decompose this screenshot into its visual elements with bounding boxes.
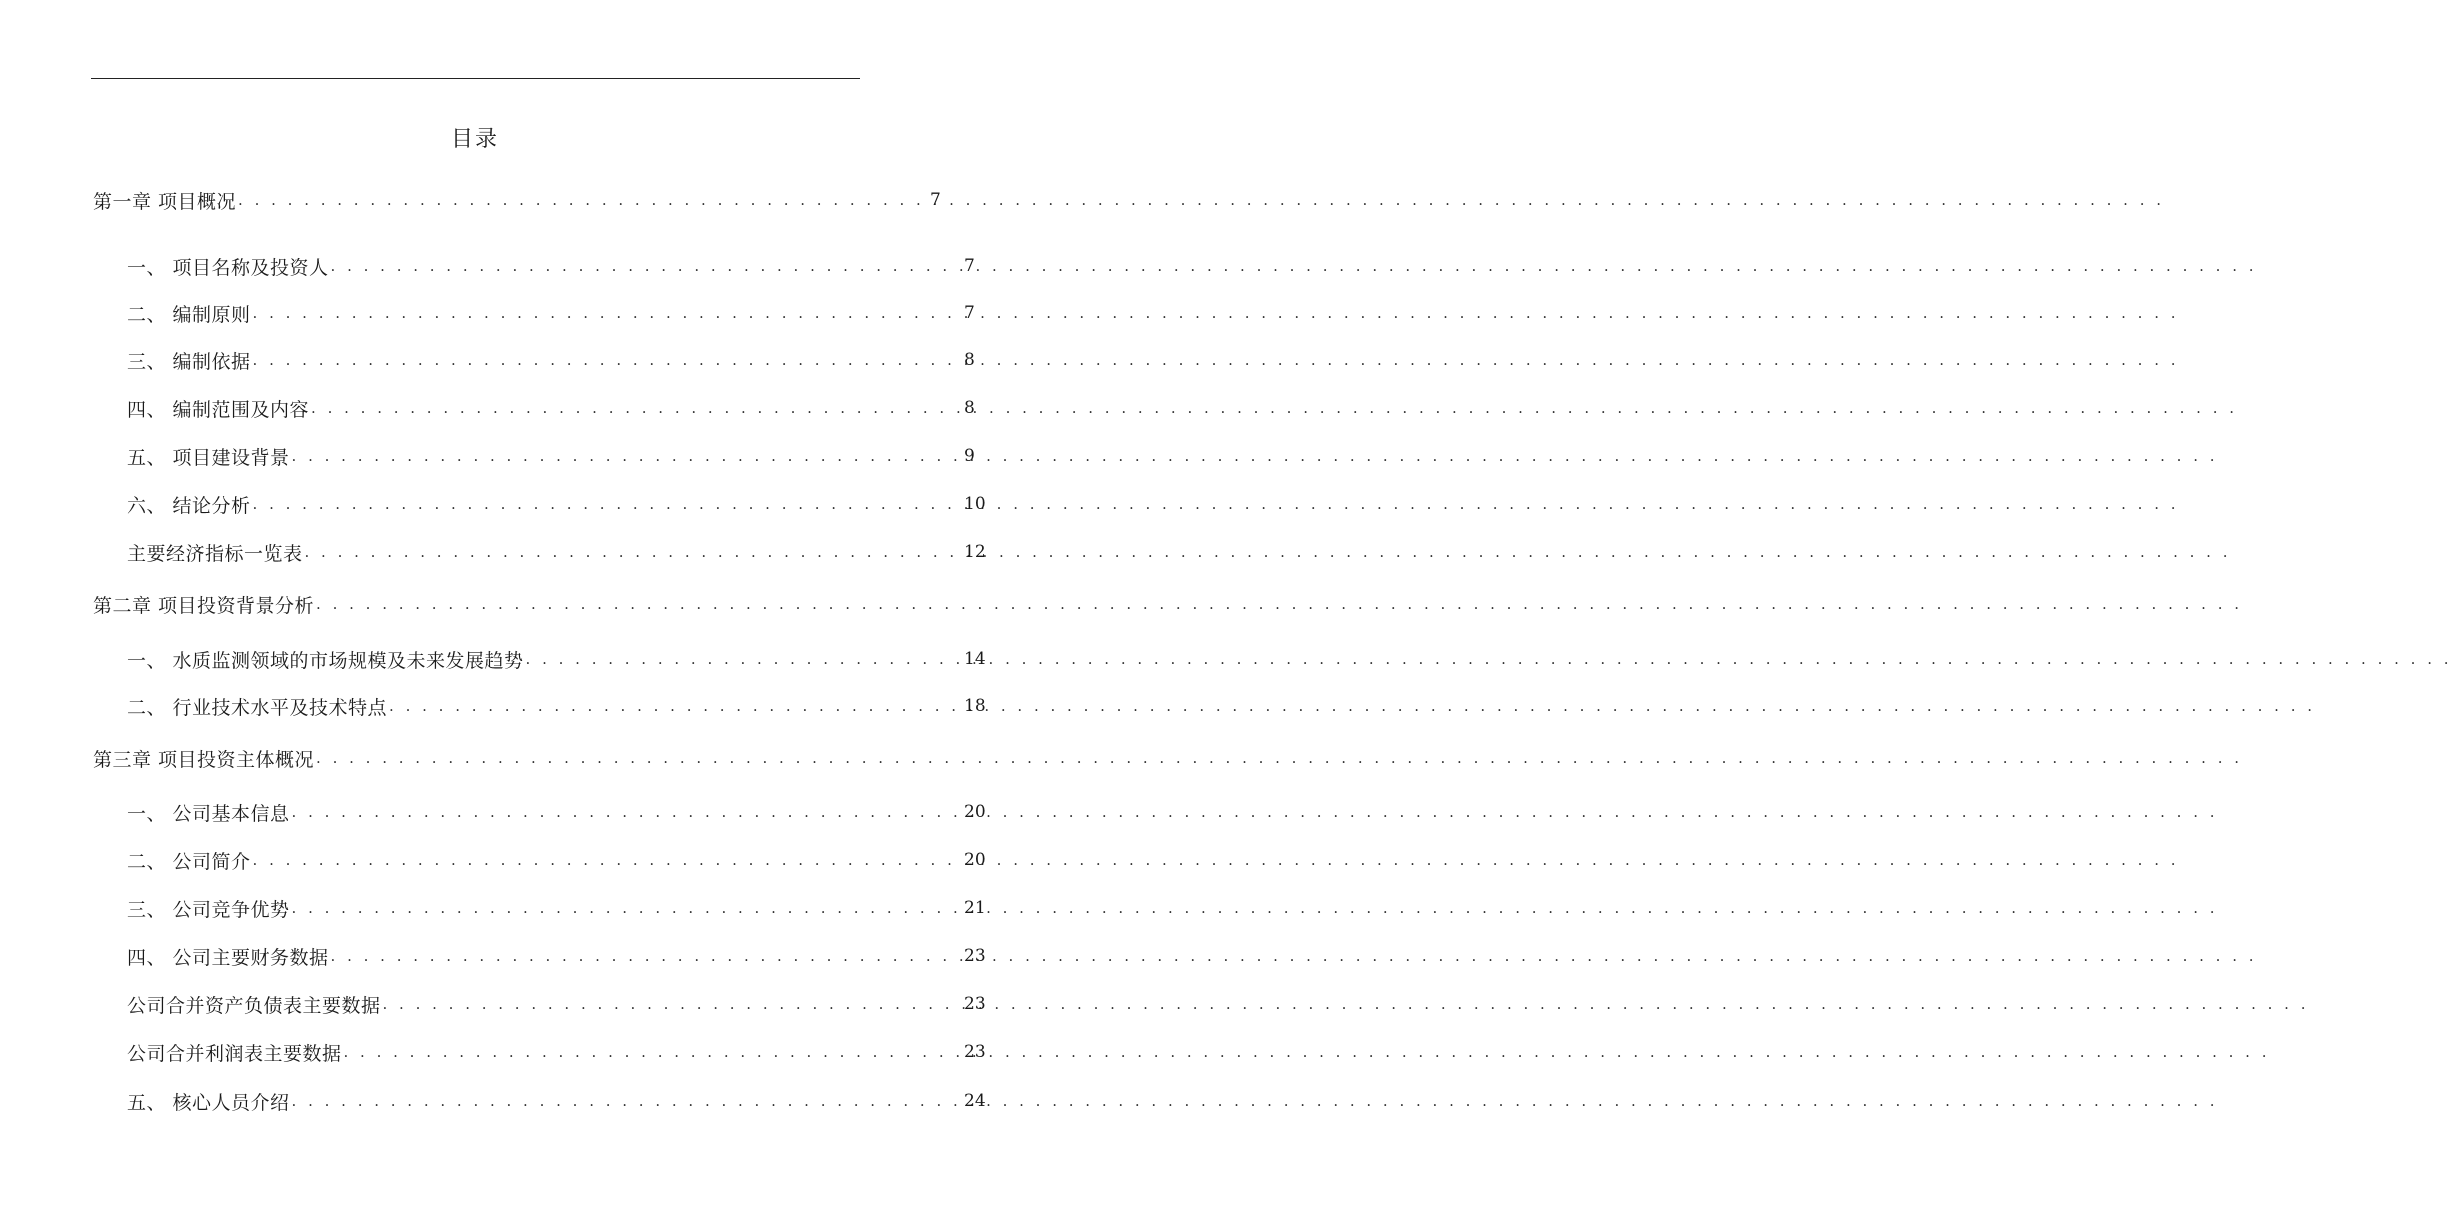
toc-entry-label: 一、 项目名称及投资人 bbox=[127, 256, 329, 279]
toc-entry-label: 第二章 项目投资背景分析 bbox=[93, 594, 315, 617]
toc-entry[interactable] bbox=[127, 251, 975, 281]
toc-leader-dots bbox=[253, 489, 950, 519]
toc-leader-dots bbox=[292, 1086, 950, 1116]
toc-leader-dots bbox=[331, 251, 950, 281]
toc-entry-page: 7 bbox=[930, 190, 941, 210]
toc-title: 目录 bbox=[450, 127, 499, 152]
toc-entry-label: 三、 编制依据 bbox=[127, 350, 251, 373]
toc-entry-page: 14 bbox=[964, 649, 986, 669]
toc-entry-label: 第三章 项目投资主体概况 bbox=[93, 748, 315, 771]
toc-entry-page: 18 bbox=[964, 696, 986, 716]
toc-entry[interactable] bbox=[127, 1037, 986, 1067]
toc-entry[interactable] bbox=[127, 298, 975, 328]
toc-entry-label: 一、 水质监测领域的市场规模及未来发展趋势 bbox=[127, 649, 524, 672]
toc-leader-dots bbox=[253, 845, 950, 875]
toc-entry-label: 四、 公司主要财务数据 bbox=[127, 946, 329, 969]
toc-entry-label: 二、 公司简介 bbox=[127, 850, 251, 873]
toc-entry-label: 一、 公司基本信息 bbox=[127, 802, 290, 825]
toc-entry-label: 五、 项目建设背景 bbox=[127, 446, 290, 469]
toc-entry-label: 公司合并资产负债表主要数据 bbox=[127, 994, 381, 1017]
toc-entry[interactable] bbox=[93, 185, 950, 215]
toc-leader-dots bbox=[344, 1037, 950, 1067]
toc-entry-page: 23 bbox=[964, 1042, 986, 1062]
toc-leader-dots bbox=[292, 797, 950, 827]
toc-entry[interactable] bbox=[127, 691, 986, 721]
toc-entry[interactable] bbox=[127, 441, 975, 471]
toc-entry-page: 24 bbox=[964, 1091, 986, 1111]
toc-entry-page: 12 bbox=[964, 542, 986, 562]
toc-entry[interactable] bbox=[127, 644, 986, 674]
toc-entry-page: 23 bbox=[964, 946, 986, 966]
toc-entry-label: 四、 编制范围及内容 bbox=[127, 398, 310, 421]
toc-entry[interactable] bbox=[127, 845, 986, 875]
toc-entry[interactable] bbox=[127, 797, 986, 827]
toc-entry-page: 7 bbox=[964, 256, 975, 276]
toc-leader-dots bbox=[316, 589, 950, 619]
toc-leader-dots bbox=[253, 298, 950, 328]
toc-entry-page: 20 bbox=[964, 802, 986, 822]
toc-leader-dots bbox=[253, 345, 950, 375]
toc-entry-label: 二、 行业技术水平及技术特点 bbox=[127, 696, 388, 719]
toc-entry-page: 9 bbox=[964, 446, 975, 466]
toc-leader-dots bbox=[305, 537, 950, 567]
toc-leader-dots bbox=[389, 691, 950, 721]
toc-leader-dots bbox=[311, 393, 950, 423]
toc-entry[interactable] bbox=[127, 489, 986, 519]
toc-entry-label: 公司合并利润表主要数据 bbox=[127, 1042, 342, 1065]
toc-entry-page: 8 bbox=[964, 398, 975, 418]
toc-entry-label: 第一章 项目概况 bbox=[93, 190, 237, 213]
toc-entry[interactable] bbox=[127, 393, 975, 423]
toc-entry-label: 主要经济指标一览表 bbox=[127, 542, 303, 565]
toc-leader-dots bbox=[331, 941, 950, 971]
toc-entry[interactable] bbox=[93, 743, 950, 773]
toc-entry[interactable] bbox=[127, 893, 986, 923]
toc-entry-page: 20 bbox=[964, 850, 986, 870]
toc-entry-label: 五、 核心人员介绍 bbox=[127, 1091, 290, 1114]
toc-entry[interactable] bbox=[127, 1086, 986, 1116]
toc-entry-page: 8 bbox=[964, 350, 975, 370]
toc-entry-page: 21 bbox=[964, 898, 986, 918]
toc-entry-page: 10 bbox=[964, 494, 986, 514]
toc-entry-page: 7 bbox=[964, 303, 975, 323]
toc-entry[interactable] bbox=[127, 989, 986, 1019]
toc-entry[interactable] bbox=[127, 345, 975, 375]
toc-leader-dots bbox=[316, 743, 950, 773]
toc-entry-page: 23 bbox=[964, 994, 986, 1014]
toc-entry-label: 三、 公司竞争优势 bbox=[127, 898, 290, 921]
toc-leader-dots bbox=[238, 185, 950, 215]
toc-entry[interactable] bbox=[127, 941, 986, 971]
toc-leader-dots bbox=[383, 989, 950, 1019]
toc-entry-label: 二、 编制原则 bbox=[127, 303, 251, 326]
toc-entry-label: 六、 结论分析 bbox=[127, 494, 251, 517]
toc-leader-dots bbox=[292, 893, 950, 923]
toc-entry[interactable] bbox=[93, 589, 950, 619]
toc-entry[interactable] bbox=[127, 537, 986, 567]
toc-leader-dots bbox=[526, 644, 950, 674]
table-of-contents bbox=[0, 0, 986, 1230]
toc-leader-dots bbox=[292, 441, 950, 471]
